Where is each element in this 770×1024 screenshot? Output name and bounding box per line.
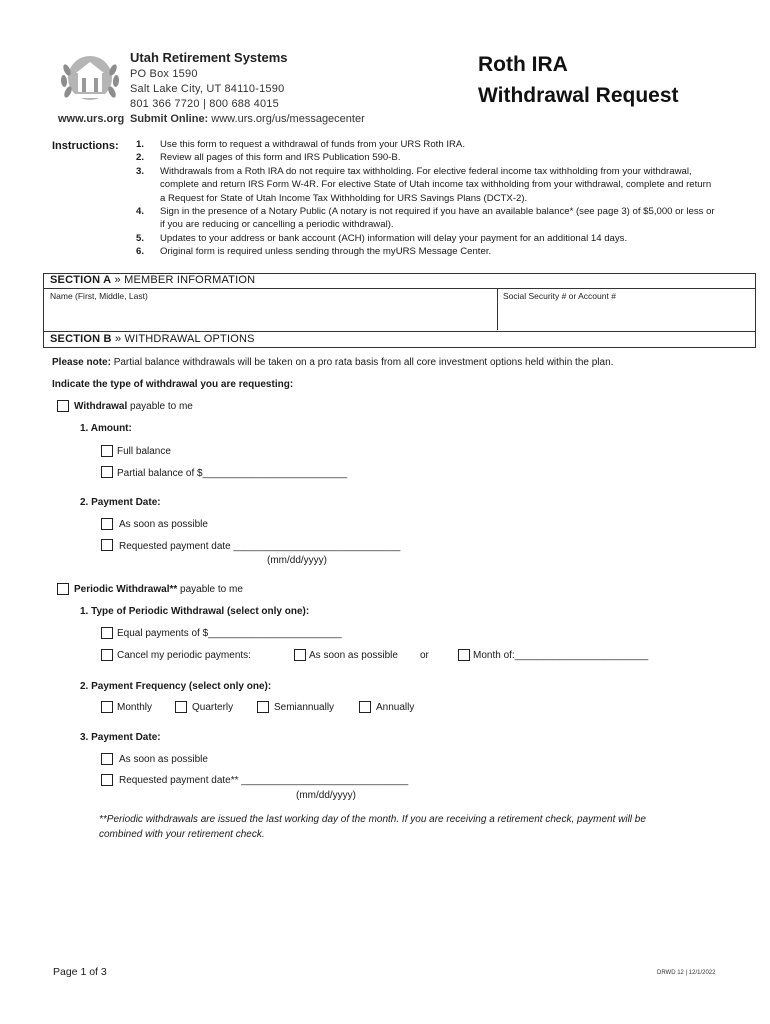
instruction-number: 2. <box>136 152 145 164</box>
date-format-hint-3: (mm/dd/yyyy) <box>296 790 356 801</box>
quarterly-label: Quarterly <box>192 702 234 713</box>
submit-online <box>130 113 365 125</box>
phone-numbers: 801 366 7720 | 800 688 4015 <box>130 98 279 110</box>
periodic-type-heading: 1. Type of Periodic Withdrawal (select only one): <box>80 606 310 617</box>
monthly-label: Monthly <box>117 702 153 713</box>
withdrawal-label: Withdrawal payable to me <box>74 401 193 412</box>
payment-date-heading: 2. Payment Date: <box>80 497 161 508</box>
instruction-text: Use this form to request a withdrawal of funds from your URS Roth IRA. <box>160 139 465 150</box>
annually-checkbox[interactable] <box>359 701 371 713</box>
address-line-2: Salt Lake City, UT 84110-1590 <box>130 83 285 95</box>
website-link[interactable]: www.urs.org <box>58 113 125 125</box>
org-name: Utah Retirement Systems <box>130 50 288 65</box>
instruction-number: 5. <box>136 232 145 244</box>
semiannually-label: Semiannually <box>274 702 335 713</box>
instruction-item <box>136 151 716 164</box>
full-balance-label: Full balance <box>117 446 171 457</box>
partial-balance-checkbox[interactable] <box>101 466 113 478</box>
instruction-text: Original form is required unless sending through the myURS Message Center. <box>160 246 492 258</box>
indicate-heading: Indicate the type of withdrawal you are requesting: <box>52 379 294 390</box>
annually-label: Annually <box>376 702 415 713</box>
cancel-asap-checkbox[interactable] <box>294 649 306 661</box>
divider <box>43 331 756 332</box>
equal-payments-checkbox[interactable] <box>101 627 113 639</box>
asap-checkbox-3[interactable] <box>101 753 113 765</box>
submit-url[interactable]: www.urs.org/us/messagecenter <box>211 113 365 125</box>
instruction-text: Sign in the presence of a Notary Public (A notary is not required if you have an available balance* (see page 3) of $5,000 or less or if you are reducing or cancelling a periodic withdrawal). <box>160 206 715 231</box>
form-code: DRWD 12 | 12/1/2022 <box>657 970 716 976</box>
requested-date-checkbox-3[interactable] <box>101 774 113 786</box>
form-title-line2: Withdrawal Request <box>478 84 679 107</box>
address-line-1: PO Box 1590 <box>130 68 198 80</box>
equal-payments-label: Equal payments of $________________________ <box>117 628 342 639</box>
instructions-list <box>136 138 716 259</box>
semiannually-checkbox[interactable] <box>257 701 269 713</box>
asap-checkbox[interactable] <box>101 518 113 530</box>
payment-date-heading-3: 3. Payment Date: <box>80 732 161 743</box>
instructions-label: Instructions: <box>52 140 119 152</box>
requested-date-checkbox[interactable] <box>101 539 113 551</box>
instruction-item <box>136 138 716 151</box>
asap-label: As soon as possible <box>119 519 208 530</box>
instruction-number: 6. <box>136 246 145 258</box>
page-number: Page 1 of 3 <box>53 966 107 978</box>
instruction-item <box>136 245 716 258</box>
instruction-number: 3. <box>136 165 145 177</box>
ssn-field-label: Social Security # or Account # <box>503 291 616 301</box>
divider <box>44 288 755 289</box>
submit-label: Submit Online: <box>130 113 209 125</box>
instruction-text: Updates to your address or bank account (ACH) information will delay your payment for an additional 14 days. <box>160 232 628 244</box>
requested-date-label: Requested payment date ______________________________ <box>119 541 401 552</box>
section-a-title: SECTION A » MEMBER INFORMATION <box>50 274 256 286</box>
requested-date-label-3: Requested payment date** ______________________________ <box>119 775 409 786</box>
instruction-text: Withdrawals from a Roth IRA do not require tax withholding. For elective federal income tax withholding from your withdrawal, complete and return IRS Form W-4R. For elective State of Utah income tax withholding from your withdrawal, complete and return a Request for State of Utah Income Tax Withholding for URS Savings Plans (DCTX-2). <box>160 165 712 204</box>
asap-label-3: As soon as possible <box>119 754 208 765</box>
divider <box>43 347 756 348</box>
cancel-asap-label: As soon as possible <box>309 650 398 661</box>
name-input[interactable] <box>44 300 496 330</box>
ssn-input[interactable] <box>498 300 754 330</box>
instruction-item <box>136 165 716 205</box>
instruction-number: 4. <box>136 206 145 218</box>
month-of-label: Month of:________________________ <box>473 650 649 661</box>
urs-logo <box>58 48 122 112</box>
periodic-withdrawal-label: Periodic Withdrawal** payable to me <box>74 584 243 595</box>
quarterly-checkbox[interactable] <box>175 701 187 713</box>
or-label: or <box>420 650 429 661</box>
periodic-withdrawal-checkbox[interactable] <box>57 583 69 595</box>
divider <box>43 331 44 347</box>
cancel-periodic-checkbox[interactable] <box>101 649 113 661</box>
instruction-item <box>136 205 716 232</box>
section-b-title: SECTION B » WITHDRAWAL OPTIONS <box>50 333 255 345</box>
amount-heading: 1. Amount: <box>80 423 132 434</box>
full-balance-checkbox[interactable] <box>101 445 113 457</box>
partial-balance-label: Partial balance of $__________________________ <box>117 468 348 479</box>
cancel-periodic-label: Cancel my periodic payments: <box>117 650 251 661</box>
withdrawal-checkbox[interactable] <box>57 400 69 412</box>
please-note: Please note: Partial balance withdrawals will be taken on a pro rata basis from all core investment options held within the plan. <box>52 357 614 368</box>
monthly-checkbox[interactable] <box>101 701 113 713</box>
instruction-item <box>136 232 716 245</box>
periodic-footnote: **Periodic withdrawals are issued the last working day of the month. If you are receiving a retirement check, payment will be combined with your retirement check. <box>99 814 646 840</box>
month-of-checkbox[interactable] <box>458 649 470 661</box>
form-title-line1: Roth IRA <box>478 53 568 76</box>
date-format-hint: (mm/dd/yyyy) <box>267 555 327 566</box>
instruction-text: Review all pages of this form and IRS Publication 590-B. <box>160 152 401 164</box>
name-field-label: Name (First, Middle, Last) <box>50 291 148 301</box>
divider <box>755 331 756 347</box>
frequency-heading: 2. Payment Frequency (select only one): <box>80 681 272 692</box>
instruction-number: 1. <box>136 139 145 150</box>
